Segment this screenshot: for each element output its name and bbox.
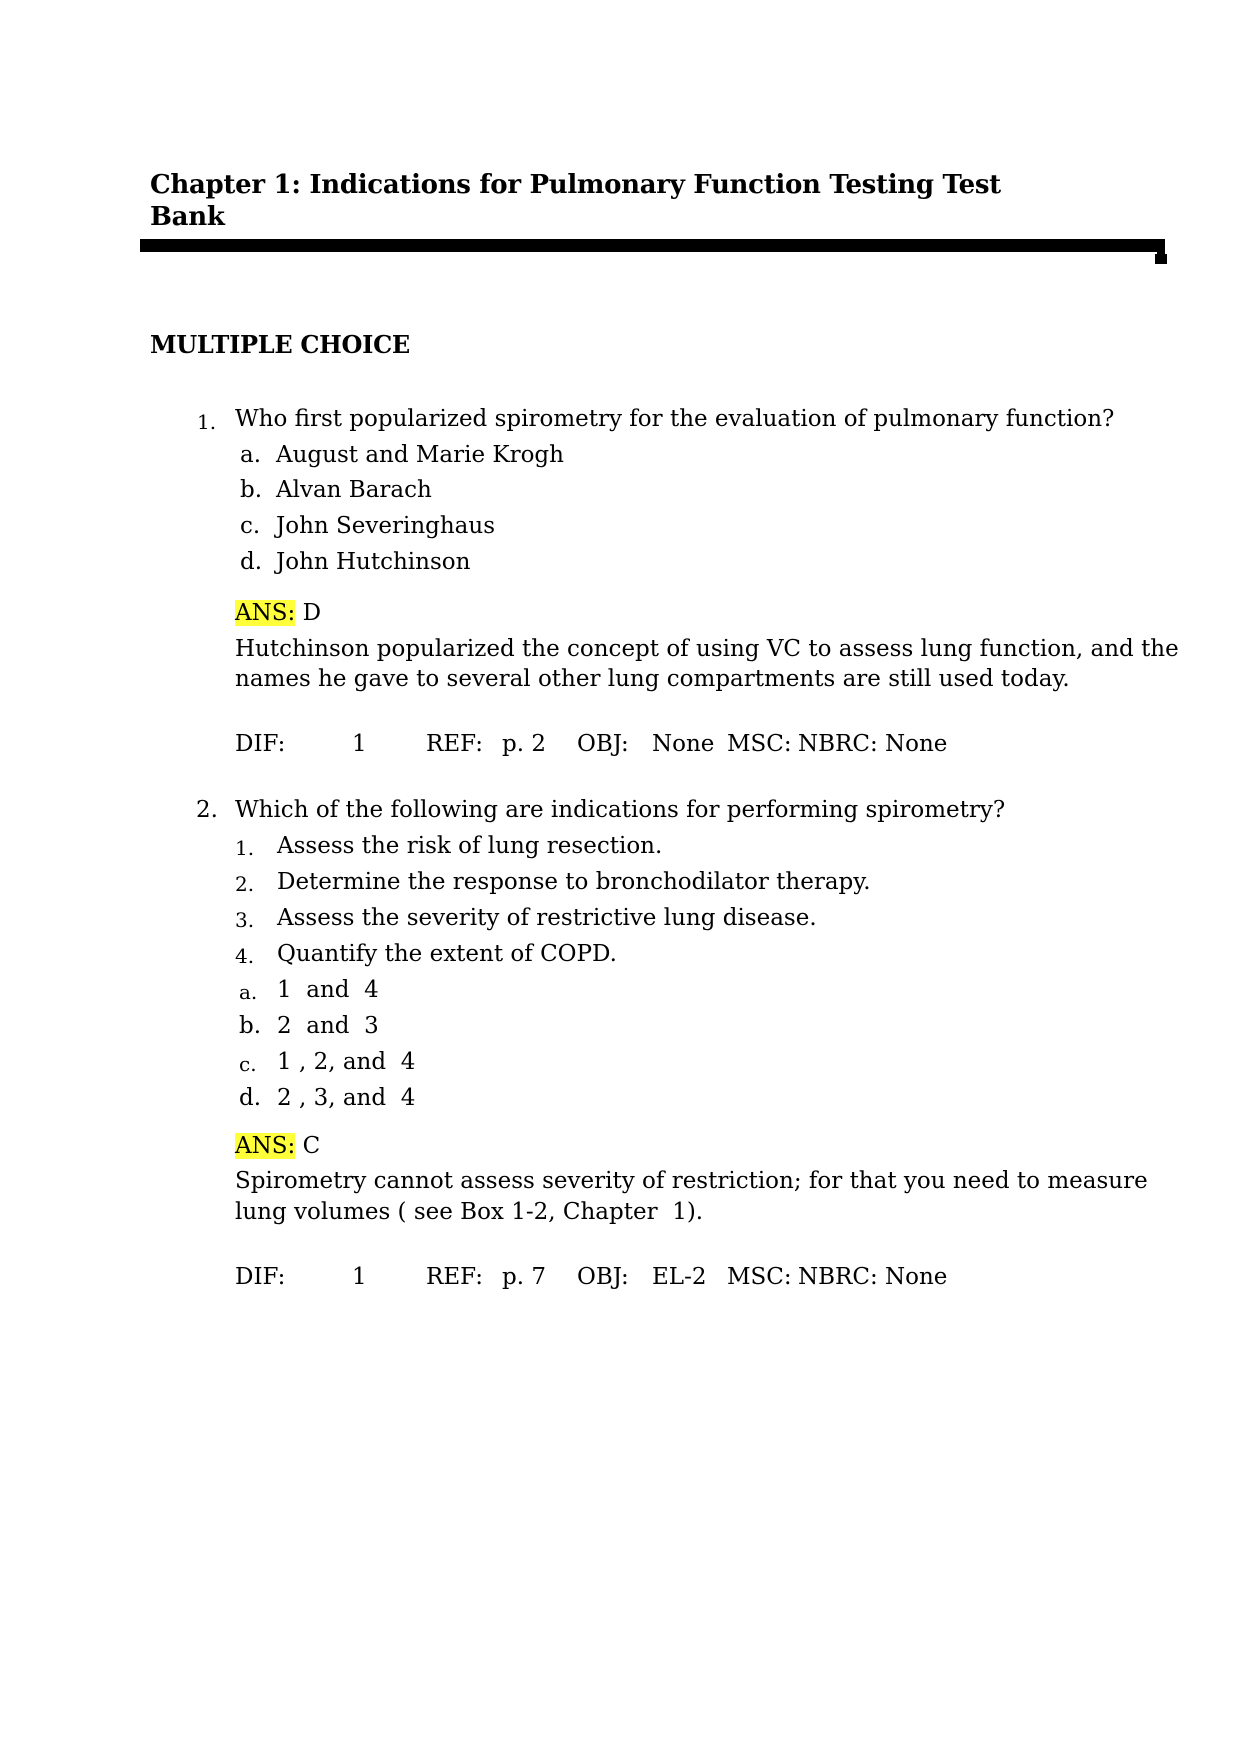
item-text: Quantify the extent of COPD. bbox=[277, 941, 617, 967]
option-text: August and Marie Krogh bbox=[276, 442, 564, 468]
option-text: John Severinghaus bbox=[276, 513, 496, 539]
answer-line bbox=[235, 1133, 320, 1159]
item-number: 4. bbox=[235, 944, 255, 968]
rationale-line: Spirometry cannot assess severity of restriction; for that you need to measure bbox=[235, 1168, 1148, 1194]
answer-label: ANS: bbox=[235, 1133, 296, 1159]
dif-value: 1 bbox=[352, 1264, 367, 1290]
item-text: Assess the severity of restrictive lung disease. bbox=[277, 905, 817, 931]
option-text: John Hutchinson bbox=[276, 549, 471, 575]
ref-value: p. 2 bbox=[502, 731, 546, 757]
section-title: MULTIPLE CHOICE bbox=[150, 330, 410, 359]
question-stem: Which of the following are indications for performing spirometry? bbox=[235, 797, 1006, 823]
msc-value: NBRC: None bbox=[798, 731, 948, 757]
item-number: 1. bbox=[235, 836, 255, 860]
item-number: 3. bbox=[235, 908, 255, 932]
msc-label: MSC: bbox=[727, 1264, 792, 1290]
ref-value: p. 7 bbox=[502, 1264, 546, 1290]
question-number: 2. bbox=[196, 797, 218, 823]
rationale-line: names he gave to several other lung compartments are still used today. bbox=[235, 666, 1070, 692]
option-text: 1 , 2, and 4 bbox=[277, 1049, 416, 1075]
answer-line bbox=[235, 600, 321, 626]
option-text: 2 and 3 bbox=[277, 1013, 379, 1039]
option-letter: c. bbox=[239, 1052, 257, 1076]
answer-value: D bbox=[302, 600, 322, 626]
dif-label: DIF: bbox=[235, 1264, 286, 1290]
option-letter: b. bbox=[240, 477, 263, 503]
dif-value: 1 bbox=[352, 731, 367, 757]
ref-label: REF: bbox=[426, 1264, 483, 1290]
option-text: 2 , 3, and 4 bbox=[277, 1085, 416, 1111]
option-letter: b. bbox=[239, 1013, 262, 1039]
item-text: Assess the risk of lung resection. bbox=[277, 833, 663, 859]
answer-label: ANS: bbox=[235, 600, 296, 626]
obj-label: OBJ: bbox=[577, 731, 629, 757]
answer-value: C bbox=[302, 1133, 321, 1159]
rationale-line: lung volumes ( see Box 1-2, Chapter 1). bbox=[235, 1199, 704, 1225]
dif-label: DIF: bbox=[235, 731, 286, 757]
question-number: 1. bbox=[197, 410, 217, 434]
item-number: 2. bbox=[235, 872, 255, 896]
title-rule bbox=[140, 239, 1164, 252]
question-stem: Who first popularized spirometry for the evaluation of pulmonary function? bbox=[235, 406, 1115, 432]
rationale-line: Hutchinson popularized the concept of using VC to assess lung function, and the bbox=[235, 636, 1179, 662]
title-rule-dot bbox=[1155, 254, 1167, 264]
item-text: Determine the response to bronchodilator therapy. bbox=[277, 869, 871, 895]
option-text: Alvan Barach bbox=[276, 477, 432, 503]
option-letter: d. bbox=[239, 1085, 262, 1111]
obj-label: OBJ: bbox=[577, 1264, 629, 1290]
option-text: 1 and 4 bbox=[277, 977, 379, 1003]
ref-label: REF: bbox=[426, 731, 483, 757]
msc-label: MSC: bbox=[727, 731, 792, 757]
option-letter: a. bbox=[240, 442, 262, 468]
option-letter: d. bbox=[240, 549, 263, 575]
obj-value: EL-2 bbox=[652, 1264, 707, 1290]
page-title-line1: Chapter 1: Indications for Pulmonary Function Testing Test bbox=[150, 170, 1001, 200]
option-letter: c. bbox=[240, 513, 261, 539]
page-title-line2: Bank bbox=[150, 202, 225, 232]
msc-value: NBRC: None bbox=[798, 1264, 948, 1290]
obj-value: None bbox=[652, 731, 715, 757]
option-letter: a. bbox=[239, 980, 258, 1004]
